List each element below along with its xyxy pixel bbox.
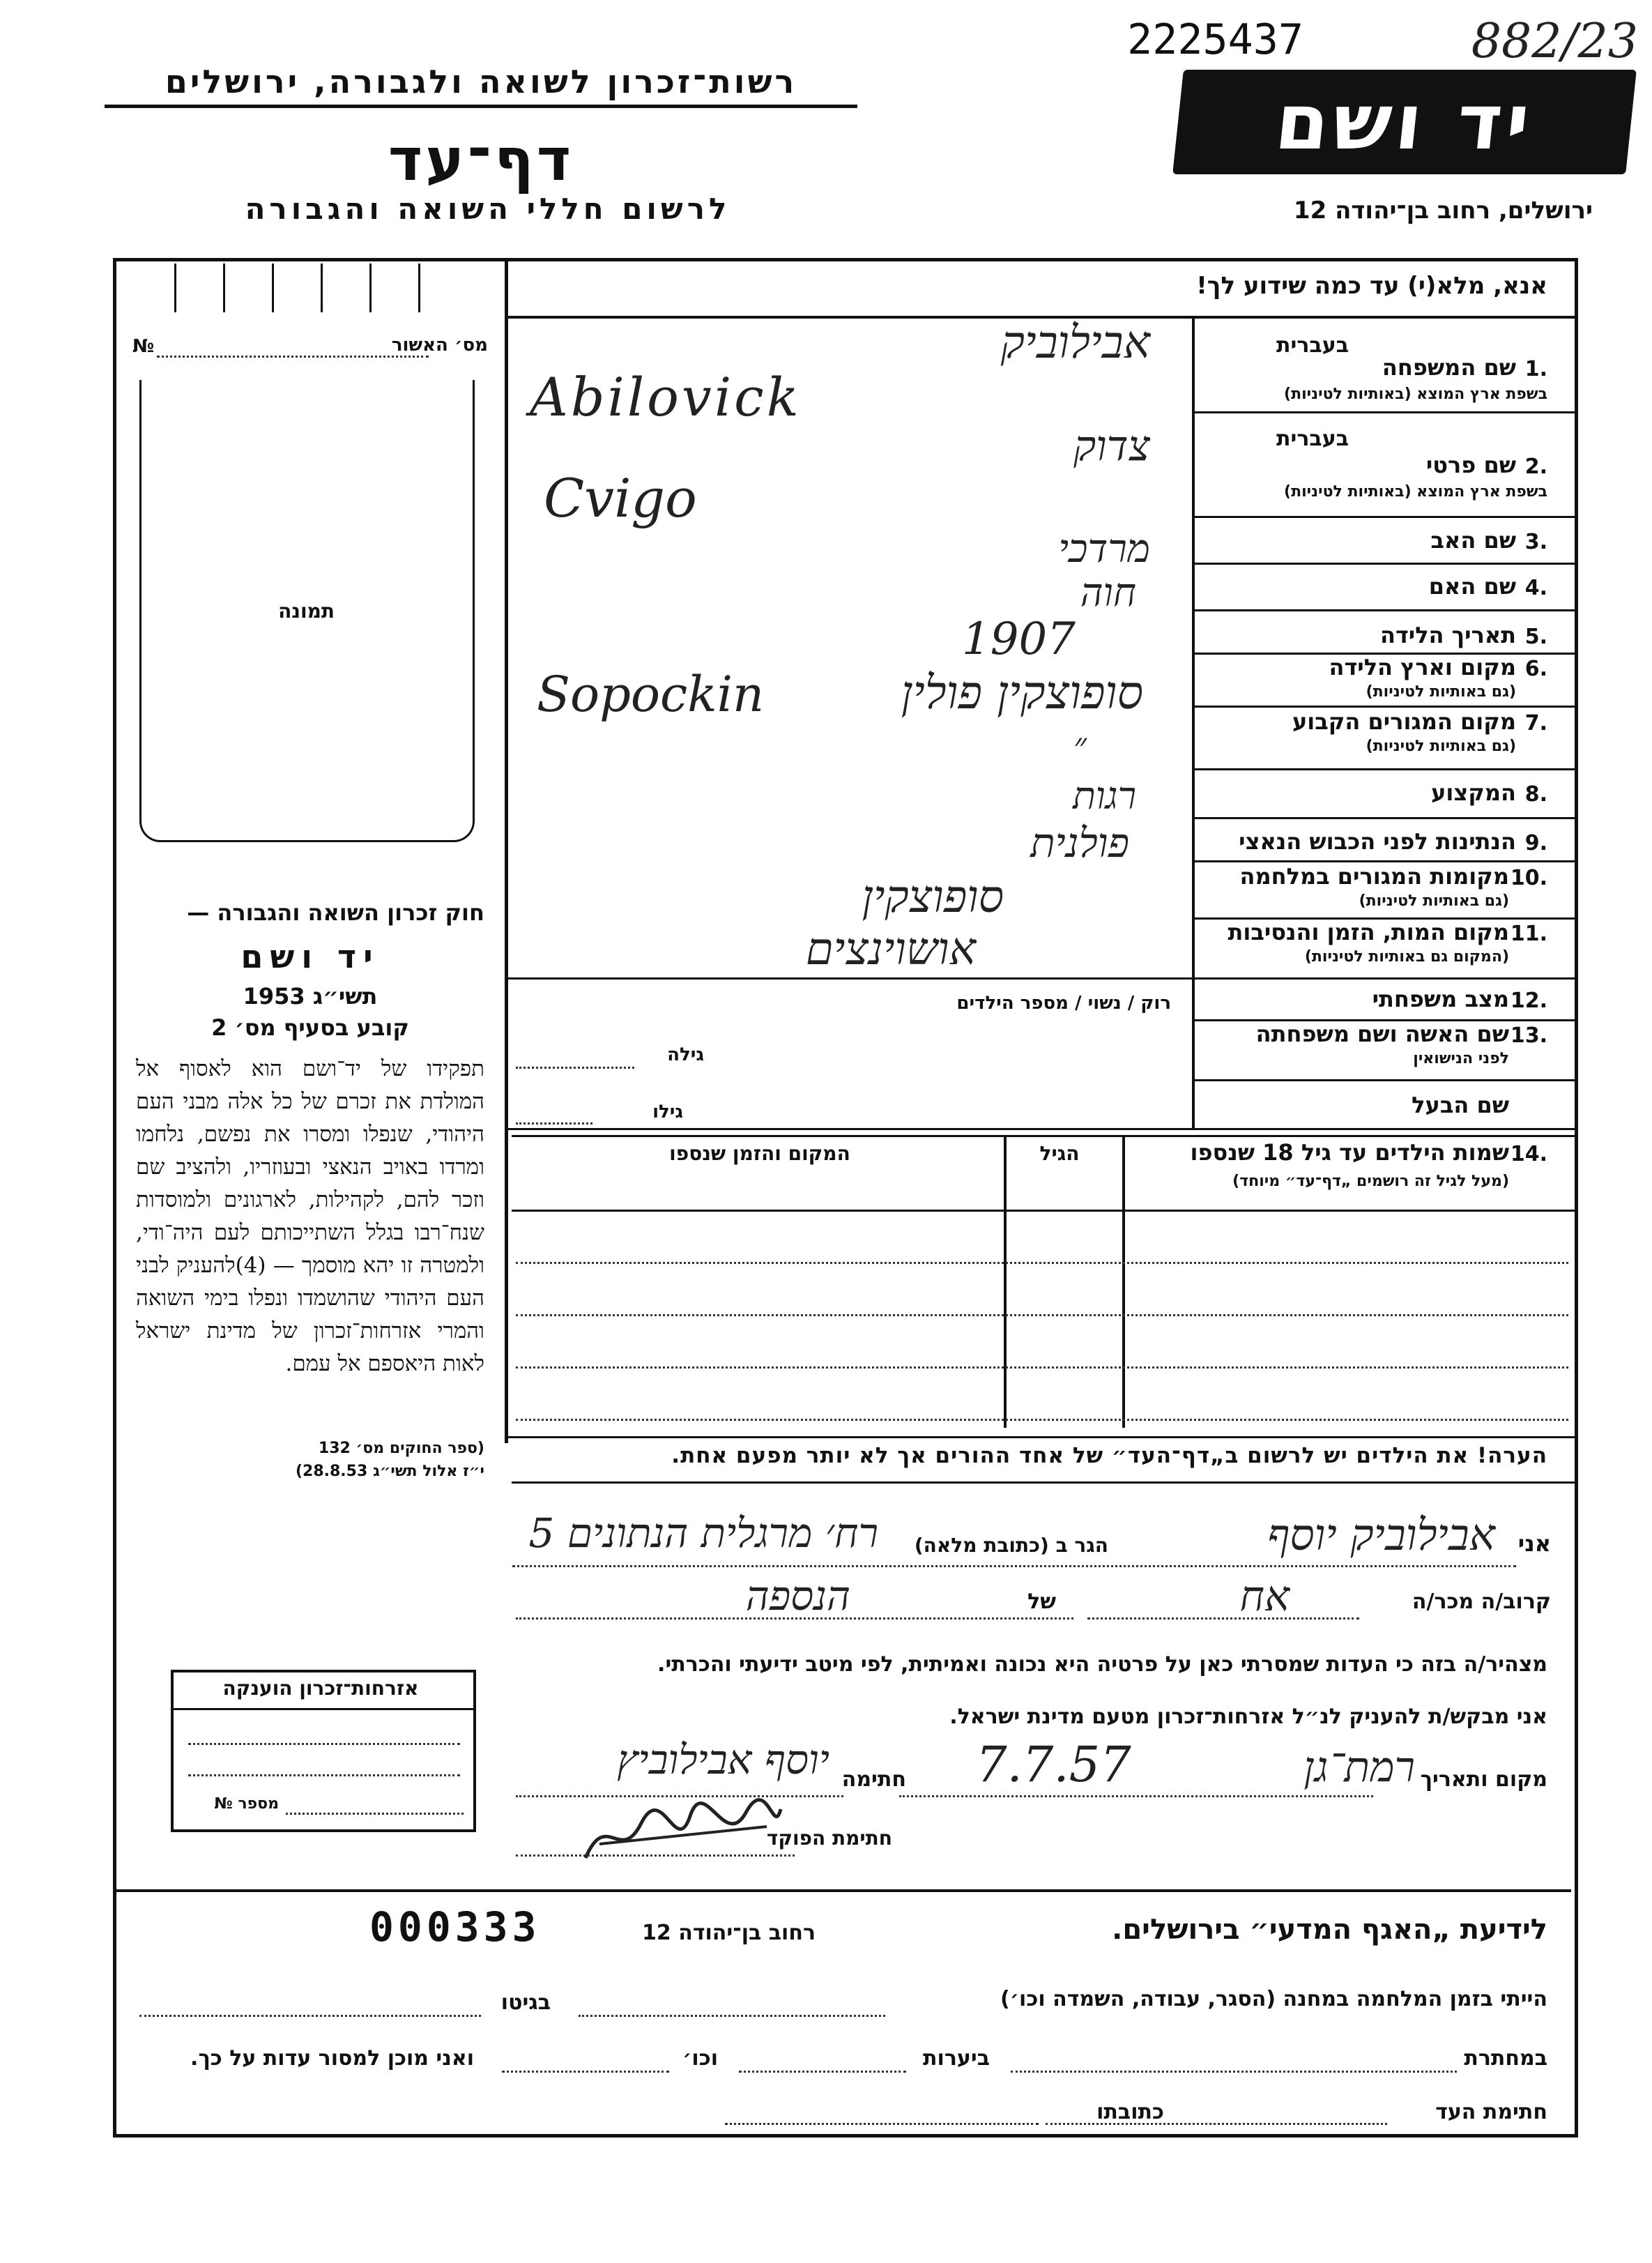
header-address: ירושלים, רחוב בן־יהודה 12 xyxy=(1293,197,1593,224)
citizenship-title: אזרחות־זכרון הוענקה xyxy=(222,1677,419,1700)
field-5-number: 5. xyxy=(1524,625,1547,649)
logo-text: יד ושם xyxy=(1271,77,1538,167)
label-column-divider xyxy=(1192,317,1195,1129)
declaration-line-1[interactable] xyxy=(512,1565,1516,1567)
field-4-label: שם האם xyxy=(1428,573,1516,600)
underground-label: במחתרת xyxy=(1464,2046,1547,2071)
archive-number: 2225437 xyxy=(1127,15,1303,64)
field-3-value[interactable]: מרדכי xyxy=(1058,526,1150,572)
place-date-label: מקום ותאריך xyxy=(1420,1767,1547,1792)
field-13-hint: לפני הנישואין xyxy=(1413,1050,1509,1067)
field-4-number: 4. xyxy=(1524,576,1547,600)
field-6-hint: (גם באותיות לטיניות) xyxy=(1366,683,1516,701)
field-8-label: המקצוע xyxy=(1431,779,1516,806)
field-9-number: 9. xyxy=(1524,831,1547,855)
officer-signature-field[interactable] xyxy=(516,1854,795,1857)
husband-age-field[interactable] xyxy=(516,1122,592,1125)
field-7-number: 7. xyxy=(1524,711,1547,736)
field-3-label: שם האב xyxy=(1430,527,1516,554)
field-1-value-latin[interactable]: Abilovick xyxy=(530,366,802,428)
officer-signature-label: חתימת הפוקד xyxy=(766,1827,892,1850)
law-year: תשי״ג 1953 xyxy=(243,983,378,1009)
field-14-label: שמות הילדים עד גיל 18 שנספו xyxy=(1190,1139,1509,1166)
husband-age-label: גילו xyxy=(652,1102,683,1122)
camp-field[interactable] xyxy=(579,2015,885,2017)
of-value[interactable]: הנספה xyxy=(745,1572,850,1620)
field-7-hint: (גם באותיות לטיניות) xyxy=(1366,738,1516,755)
field-9-rule xyxy=(1192,860,1575,862)
field-4-value[interactable]: חוה xyxy=(1080,570,1136,616)
children-table-top xyxy=(512,1135,1575,1137)
relation-value[interactable]: אח xyxy=(1239,1572,1290,1621)
field-2-lang: בעברית xyxy=(1276,427,1349,451)
date-value[interactable]: 7.7.57 xyxy=(976,1736,1131,1793)
field-2-value-hebrew[interactable]: צדוק xyxy=(1073,422,1150,471)
relative-label: קרוב/ה מכר/ה xyxy=(1412,1590,1551,1614)
field-1-number: 1. xyxy=(1524,357,1547,381)
law-name: יד ושם xyxy=(240,938,380,975)
field-2-value-latin[interactable]: Cvigo xyxy=(544,467,697,529)
field-12-label: מצב משפחתי xyxy=(1372,986,1509,1012)
field-11-number: 11. xyxy=(1510,922,1547,946)
declaration-i-am: אני xyxy=(1517,1530,1551,1557)
serial-number: 000333 xyxy=(369,1903,541,1951)
handwritten-reference: 882/23 xyxy=(1471,14,1638,69)
field-11-hint: (המקום גם באותיות לטיניות) xyxy=(1304,948,1509,966)
field-5-value[interactable]: 1907 xyxy=(962,614,1076,665)
field-12-number: 12. xyxy=(1510,989,1547,1013)
org-name-rule xyxy=(105,105,857,108)
field-8-number: 8. xyxy=(1524,782,1547,807)
signature-value[interactable]: יוסף אבילוביץ xyxy=(617,1736,829,1783)
field-13-label: שם האשה ושם משפחתה xyxy=(1255,1021,1509,1047)
children-col-divider-1 xyxy=(1122,1135,1125,1428)
field-7-label: מקום המגורים הקבוע xyxy=(1292,708,1516,735)
field-1-value-hebrew[interactable]: אבילוביק xyxy=(1000,317,1150,369)
underground-field[interactable] xyxy=(1011,2071,1457,2073)
field-11-rule xyxy=(505,977,1575,980)
place-value[interactable]: רמת־גן xyxy=(1303,1743,1415,1792)
law-title: חוק זכרון השואה והגבורה — xyxy=(187,899,484,926)
field-11-value[interactable]: אושוינצים xyxy=(805,924,976,975)
field-9-label: הנתינות לפני הכבוש הנאצי xyxy=(1239,828,1516,855)
yad-vashem-logo xyxy=(1172,70,1637,174)
field-14-hint: (מעל לגיל זה רושמים „דף־עד״ מיוחד) xyxy=(1232,1173,1509,1190)
children-row-4[interactable] xyxy=(516,1419,1568,1421)
intro-text: אנא, מלא(י) עד כמה שידוע לך! xyxy=(1196,272,1547,300)
law-section: קובע בסעיף מס׳ 2 xyxy=(211,1014,409,1041)
declaration-bottom-rule xyxy=(113,1889,1571,1892)
relation-field[interactable] xyxy=(1087,1617,1359,1620)
children-row-1[interactable] xyxy=(516,1262,1568,1264)
children-header-rule xyxy=(512,1210,1575,1212)
field-8-rule xyxy=(1192,817,1575,819)
field-11-label: מקום המות, הזמן והנסיבות xyxy=(1227,919,1509,945)
field-6-rule xyxy=(1192,706,1575,708)
approval-label: מס׳ האשור xyxy=(391,335,488,356)
photo-label: תמונה xyxy=(278,600,335,623)
declarant-name[interactable]: אבילוביק יוסף xyxy=(1267,1509,1495,1560)
citizenship-number: מספר № xyxy=(214,1795,279,1813)
field-2-label: שם פרטי xyxy=(1425,452,1516,478)
children-col-place-time: המקום והזמן שנספו xyxy=(669,1142,850,1165)
husband-label: שם הבעל xyxy=(1412,1092,1509,1118)
field-8-value[interactable]: רגות xyxy=(1072,774,1136,818)
note-rule xyxy=(512,1481,1575,1484)
statement-2: אני מבקש/ת להעניק לנ״ל אזרחות־זכרון מטעם מדינת ישראל. xyxy=(949,1705,1547,1729)
form-title: דף־עד xyxy=(388,125,574,194)
field-3-number: 3. xyxy=(1524,530,1547,554)
forests-field[interactable] xyxy=(739,2071,906,2073)
field-6-value-latin[interactable]: Sopockin xyxy=(537,666,765,723)
citizenship-line-1[interactable] xyxy=(188,1743,460,1745)
etc-field[interactable] xyxy=(502,2071,669,2073)
field-1-lang: בעברית xyxy=(1276,333,1349,358)
bottom-address: רחוב בן־יהודה 12 xyxy=(642,1921,816,1945)
children-row-2[interactable] xyxy=(516,1314,1568,1316)
org-name: רשות־זכרון לשואה ולגבורה, ירושלים xyxy=(165,63,797,100)
children-note: הערה! את הילדים יש לרשום ב„דף־העד״ של אחד ההורים אך לא יותר מפעם אחת. xyxy=(671,1443,1547,1468)
bottom-title: לידיעת „האגף המדעי״ בירושלים. xyxy=(1112,1914,1547,1946)
wife-age-label: גילה xyxy=(667,1044,704,1065)
children-col-age: הגיל xyxy=(1039,1142,1080,1165)
field-3-rule xyxy=(1192,563,1575,565)
law-ref-1: (ספר החוקים מס׳ 132 xyxy=(318,1440,484,1457)
field-7-value[interactable]: ״ xyxy=(1073,725,1087,765)
signature-label: חתימה xyxy=(841,1767,906,1792)
field-10-label: מקומות המגורים במלחמה xyxy=(1239,863,1509,890)
field-6-value-hebrew[interactable]: סופוצקין פולין xyxy=(901,666,1143,719)
witness-signature-label: חתימת העד xyxy=(1435,2100,1547,2124)
left-panel-divider xyxy=(505,258,508,1443)
citizenship-title-rule xyxy=(171,1708,476,1710)
witness-address-label: כתובתו xyxy=(1096,2100,1164,2124)
field-2-rule xyxy=(1192,516,1575,518)
statement-1: מצהיר/ה בזה כי העדות שמסרתי כאן על פרטיה היא נכונה ואמיתית, לפי מיטב ידיעתי והכרתי. xyxy=(657,1652,1547,1677)
field-13-number: 13. xyxy=(1510,1023,1547,1048)
etc-label: וכו׳ xyxy=(682,2046,718,2071)
field-10-number: 10. xyxy=(1510,866,1547,890)
place-date-field[interactable] xyxy=(899,1795,1373,1797)
approval-no-sign: № xyxy=(132,336,155,357)
of-field[interactable] xyxy=(516,1617,1073,1620)
field-6-label: מקום וארץ הלידה xyxy=(1329,654,1516,680)
address-value[interactable]: רח׳ מרגלית הנתונים 5 xyxy=(528,1509,878,1557)
ghetto-label: בגיטו xyxy=(500,1990,551,2015)
approval-field[interactable] xyxy=(157,356,429,358)
children-col-divider-2 xyxy=(1004,1135,1007,1428)
forests-label: ביערות xyxy=(923,2046,990,2071)
field-1-hint: בשפת ארץ המוצא (באותיות לטיניות) xyxy=(1284,386,1547,403)
field-4-rule xyxy=(1192,609,1575,611)
ready-statement: ואני מוכן למסור עדות על כך. xyxy=(190,2046,474,2071)
citizenship-line-2[interactable] xyxy=(188,1774,460,1776)
citizenship-number-field[interactable] xyxy=(286,1813,464,1815)
residing-label: הגר ב (כתובת מלאה) xyxy=(914,1534,1108,1557)
ghetto-field[interactable] xyxy=(139,2015,481,2017)
field-2-hint: בשפת ארץ המוצא (באותיות לטיניות) xyxy=(1284,483,1547,501)
field-2-number: 2. xyxy=(1524,455,1547,479)
husband-rule xyxy=(505,1128,1575,1130)
officer-signature-scribble xyxy=(579,1795,788,1872)
field-10-hint: (גם באותיות לטיניות) xyxy=(1359,892,1509,910)
field-9-value[interactable]: פולנית xyxy=(1030,819,1129,867)
field-1-label: שם המשפחה xyxy=(1382,354,1516,381)
form-subtitle: לרשום חללי השואה והגבורה xyxy=(245,192,731,226)
field-10-value[interactable]: סופוצקין xyxy=(862,871,1004,923)
field-5-label: תאריך הלידה xyxy=(1379,622,1516,648)
law-ref-2: י״ז אלול תשי״ג 28.8.53) xyxy=(295,1463,484,1480)
children-table-bottom xyxy=(505,1436,1575,1438)
field-14-number: 14. xyxy=(1510,1142,1547,1166)
law-body: תפקידו של יד־ושם הוא לאסוף אל המולדת את זכרם של כל אלה מבני העם היהודי, שנפלו ומסרו את נפשם, נלחמו ומרדו באויב הנאצי ובעוזריו, ולהציב שם וזכר להם, לקהילות, לארגונים ולמוסדות שנח־רבו בגלל השתייכותם לעם היה־ודי, ולמטרה זו יהא מוסמך — (4)להעניק לבני העם היהודי שהושמדו ונפלו בימי השואה והמרי אזרחות־זכרון של מדינת ישראל לאות היאספם אל עמם. xyxy=(136,1056,484,1376)
field-12-options: רוק / נשוי / מספר הילדים xyxy=(956,993,1171,1014)
wife-age-field[interactable] xyxy=(516,1067,634,1069)
field-1-rule xyxy=(1192,411,1575,413)
bottom-line-1: הייתי בזמן המלחמה במחנה (הסגר, עבודה, השמדה וכו׳) xyxy=(1000,1987,1547,2011)
of-label: של xyxy=(1027,1590,1056,1614)
field-6-number: 6. xyxy=(1524,657,1547,681)
field-7-rule xyxy=(1192,768,1575,770)
witness-address-field[interactable] xyxy=(725,2123,1039,2125)
children-row-3[interactable] xyxy=(516,1366,1568,1369)
field-13-rule xyxy=(1192,1079,1575,1081)
